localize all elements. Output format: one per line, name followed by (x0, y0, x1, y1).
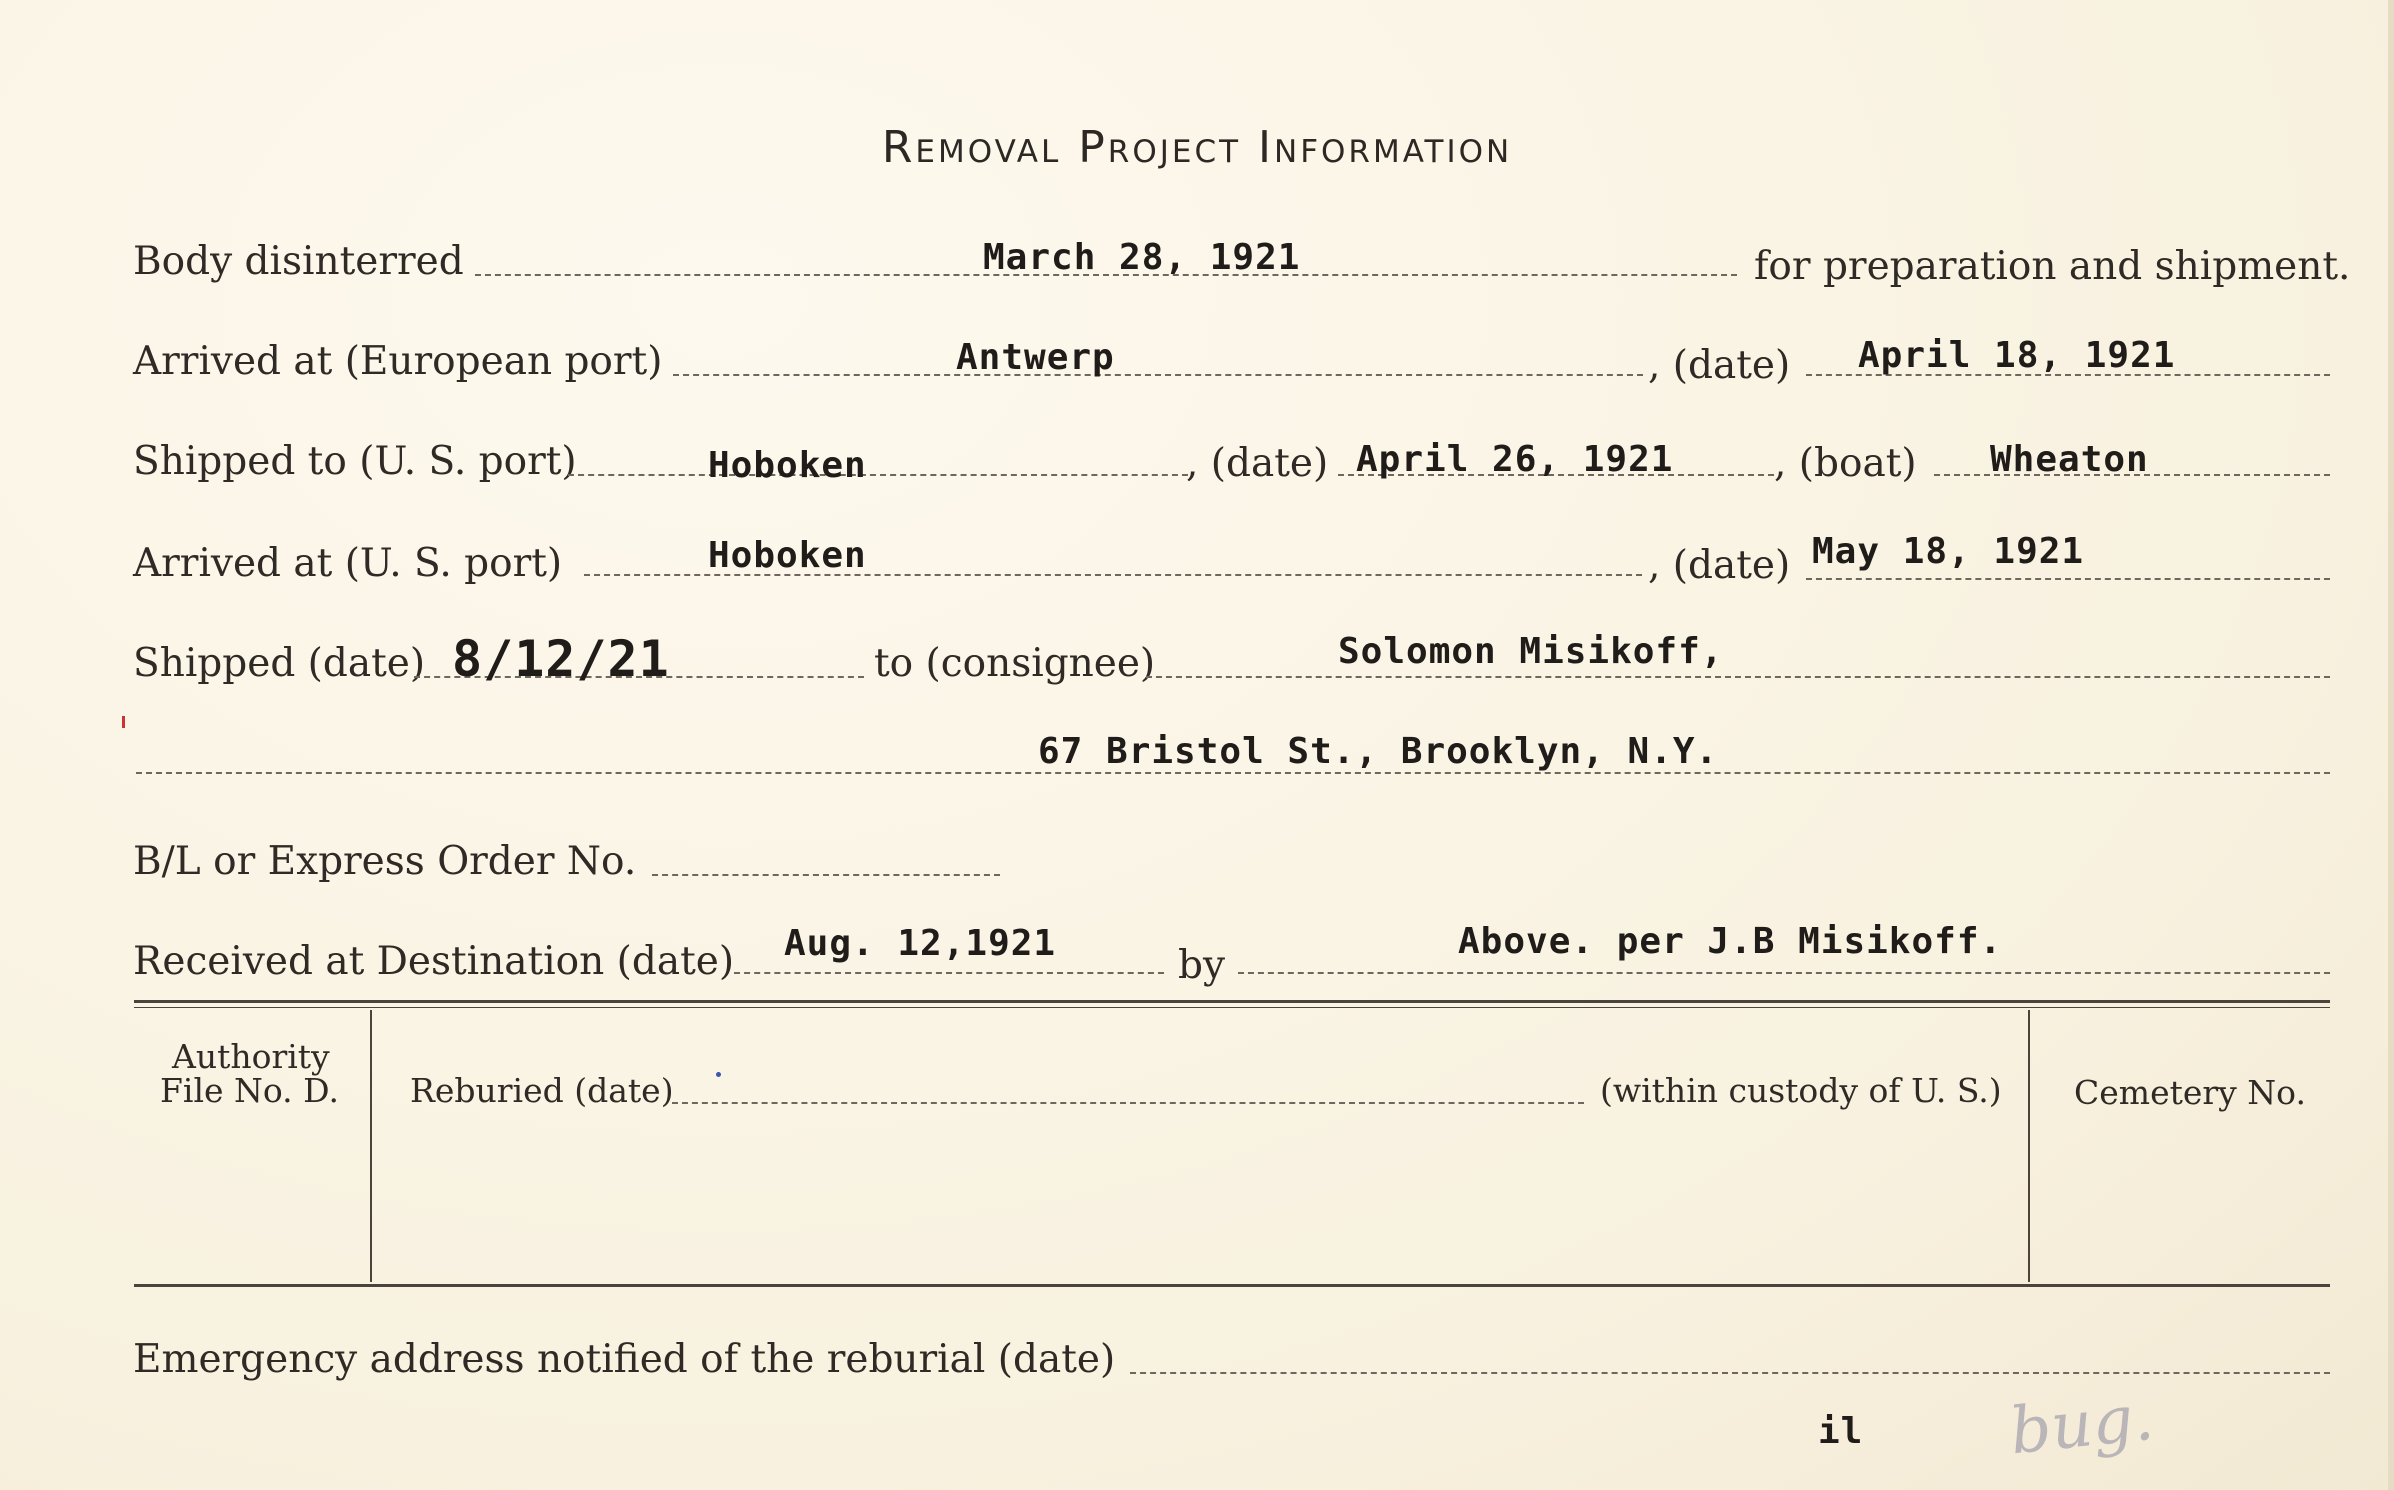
label-shipped-date: Shipped (date) (133, 641, 426, 686)
field-line-us-arrival-date (1806, 578, 2330, 580)
label-authority: Authority (172, 1037, 330, 1076)
value-consignee-name: Solomon Misikoff, (1338, 631, 1724, 672)
label-arrived-us-port: Arrived at (U. S. port) (133, 541, 563, 586)
label-boat: , (boat) (1774, 441, 1917, 486)
field-line-received-by (1238, 972, 2330, 974)
value-consignee-address: 67 Bristol St., Brooklyn, N.Y. (1038, 731, 1719, 772)
value-disinterred-date: March 28, 1921 (983, 237, 1301, 278)
value-european-port: Antwerp (956, 337, 1115, 378)
value-us-port-arrived: Hoboken (708, 535, 867, 576)
label-reburied: Reburied (date) (410, 1071, 674, 1110)
label-us-arrival-date: , (date) (1648, 543, 1791, 588)
pencil-note: bug. (2006, 1380, 2157, 1470)
label-file-no: File No. D. (160, 1071, 339, 1110)
value-boat: Wheaton (1990, 439, 2149, 480)
value-us-port-shipped: Hoboken (708, 445, 867, 486)
box-bottom-rule (134, 1284, 2330, 1287)
field-line-bl-order (652, 874, 1000, 876)
box-top-rule (134, 1000, 2330, 1003)
value-us-arrival-date: May 18, 1921 (1812, 531, 2085, 572)
label-shipped-to-us-port: Shipped to (U. S. port) (133, 439, 577, 484)
card-title: Removal Project Information (881, 122, 1513, 173)
red-ink-mark (122, 716, 125, 728)
label-emergency-address: Emergency address notified of the reburial (date) (133, 1337, 1116, 1382)
box-top-rule-thin (134, 1007, 2330, 1008)
field-line-reburied (672, 1102, 1584, 1104)
field-line-consignee (1146, 676, 2330, 678)
field-line-received-date (734, 972, 1164, 974)
label-us-ship-date: , (date) (1186, 441, 1329, 486)
value-european-arrival-date: April 18, 1921 (1858, 335, 2176, 376)
box-divider-right (2028, 1010, 2030, 1282)
box-divider-left (370, 1010, 372, 1282)
value-shipped-date: 8/12/21 (452, 630, 670, 688)
value-us-ship-date: April 26, 1921 (1356, 439, 1674, 480)
field-line-european-port (673, 374, 1643, 376)
field-line-us-port (568, 474, 1188, 476)
field-line-consignee-address (136, 772, 2330, 774)
label-received-destination: Received at Destination (date) (133, 939, 735, 984)
label-for-preparation: for preparation and shipment. (1754, 244, 2351, 289)
label-european-date: , (date) (1648, 343, 1791, 388)
label-bl-order: B/L or Express Order No. (133, 839, 637, 884)
card-number: il (1818, 1411, 1864, 1452)
label-to-consignee: to (consignee) (874, 641, 1156, 686)
card-edge (2388, 0, 2394, 1490)
value-received-date: Aug. 12,1921 (784, 923, 1057, 964)
label-within-custody: (within custody of U. S.) (1600, 1071, 2002, 1110)
field-line-emergency (1130, 1372, 2330, 1374)
label-cemetery-no: Cemetery No. (2074, 1073, 2306, 1112)
ink-dot (716, 1072, 721, 1077)
value-received-by: Above. per J.B Misikoff. (1458, 921, 2003, 962)
label-by: by (1178, 943, 1225, 988)
label-body-disinterred: Body disinterred (133, 239, 464, 284)
label-arrived-european-port: Arrived at (European port) (133, 339, 663, 384)
